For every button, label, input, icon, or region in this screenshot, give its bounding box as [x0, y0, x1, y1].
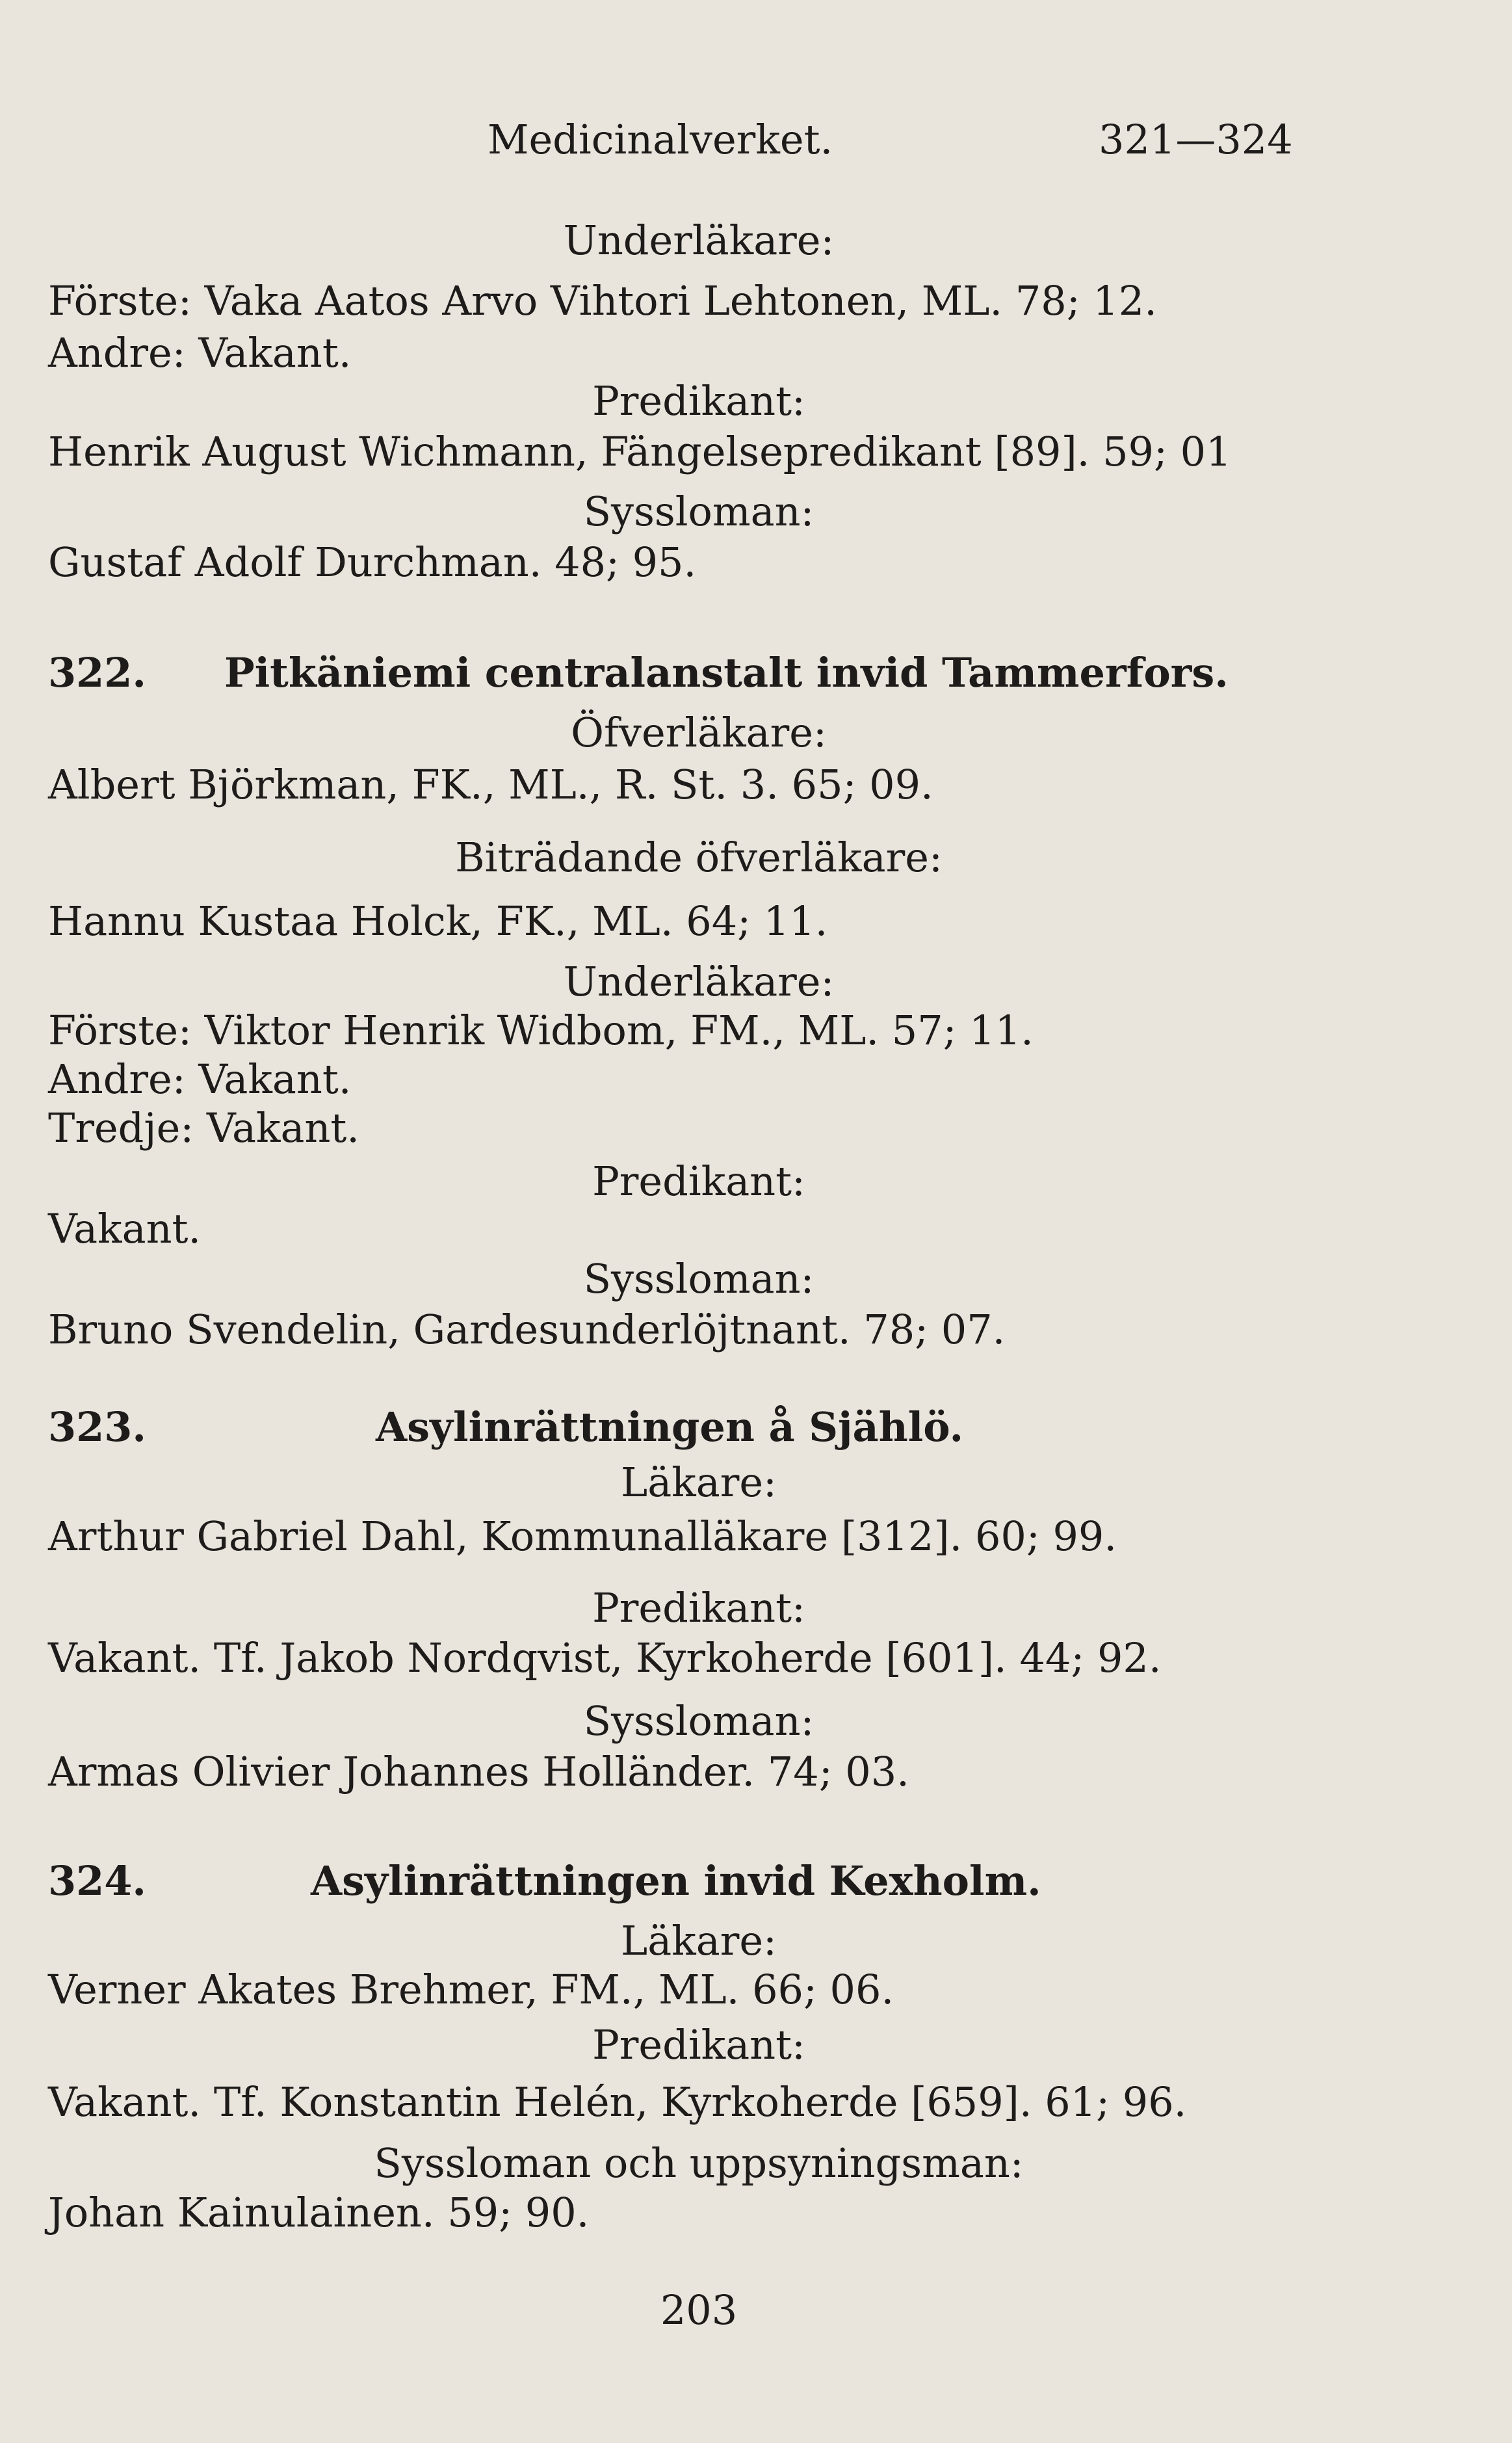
- heading-bitradande: Biträdande öfverläkare:: [455, 834, 943, 881]
- section-number: 323.: [48, 1403, 147, 1451]
- page-number: 203: [660, 2286, 738, 2334]
- entry-line: Armas Olivier Johannes Holländer. 74; 03.: [48, 1748, 909, 1795]
- entry-line: Andre: Vakant.: [48, 1055, 352, 1103]
- heading-predikant: Predikant:: [592, 1584, 805, 1631]
- entry-line: Andre: Vakant.: [48, 329, 352, 376]
- running-header-title: Medicinalverket.: [488, 116, 833, 163]
- heading-ofverlakare: Öfverläkare:: [571, 709, 827, 756]
- heading-syssloman: Syssloman och uppsyningsman:: [374, 2139, 1024, 2187]
- entry-line: Johan Kainulainen. 59; 90.: [48, 2189, 590, 2236]
- section-number: 322.: [48, 649, 147, 696]
- entry-line: Förste: Vaka Aatos Arvo Vihtori Lehtonen, ML. 78; 12.: [48, 277, 1157, 324]
- section-title: Asylinrättningen invid Kexholm.: [311, 1857, 1041, 1905]
- entry-line: Vakant. Tf. Jakob Nordqvist, Kyrkoherde [601]. 44; 92.: [48, 1634, 1162, 1682]
- section-title: Pitkäniemi centralanstalt invid Tammerfors.: [224, 649, 1229, 696]
- section-number: 324.: [48, 1857, 147, 1905]
- entry-line: Albert Björkman, FK., ML., R. St. 3. 65; 09.: [48, 761, 933, 808]
- heading-syssloman: Syssloman:: [583, 1255, 815, 1302]
- entry-line: Bruno Svendelin, Gardesunderlöjtnant. 78; 07.: [48, 1306, 1006, 1353]
- entry-line: Gustaf Adolf Durchman. 48; 95.: [48, 538, 697, 586]
- heading-lakare: Läkare:: [621, 1459, 777, 1506]
- entry-line: Henrik August Wichmann, Fängelsepredikant [89]. 59; 01: [48, 428, 1232, 475]
- entry-line: Tredje: Vakant.: [48, 1104, 360, 1152]
- entry-line: Vakant. Tf. Konstantin Helén, Kyrkoherde [659]. 61; 96.: [48, 2078, 1187, 2126]
- entry-line: Arthur Gabriel Dahl, Kommunalläkare [312]. 60; 99.: [48, 1512, 1117, 1560]
- heading-predikant: Predikant:: [592, 1157, 805, 1205]
- heading-underlakare: Underläkare:: [563, 958, 835, 1005]
- heading-predikant: Predikant:: [592, 2021, 805, 2068]
- section-title: Asylinrättningen å Sjählö.: [376, 1403, 964, 1451]
- entry-line: Förste: Viktor Henrik Widbom, FM., ML. 57; 11.: [48, 1007, 1034, 1054]
- heading-predikant: Predikant:: [592, 377, 805, 425]
- heading-syssloman: Syssloman:: [583, 1697, 815, 1745]
- entry-line: Verner Akates Brehmer, FM., ML. 66; 06.: [48, 1966, 894, 2013]
- heading-syssloman: Syssloman:: [583, 488, 815, 535]
- entry-line: Vakant.: [48, 1205, 202, 1252]
- running-header-range: 321—324: [1099, 116, 1293, 163]
- heading-lakare: Läkare:: [621, 1917, 777, 1964]
- entry-line: Hannu Kustaa Holck, FK., ML. 64; 11.: [48, 897, 828, 945]
- heading-underlakare: Underläkare:: [563, 217, 835, 264]
